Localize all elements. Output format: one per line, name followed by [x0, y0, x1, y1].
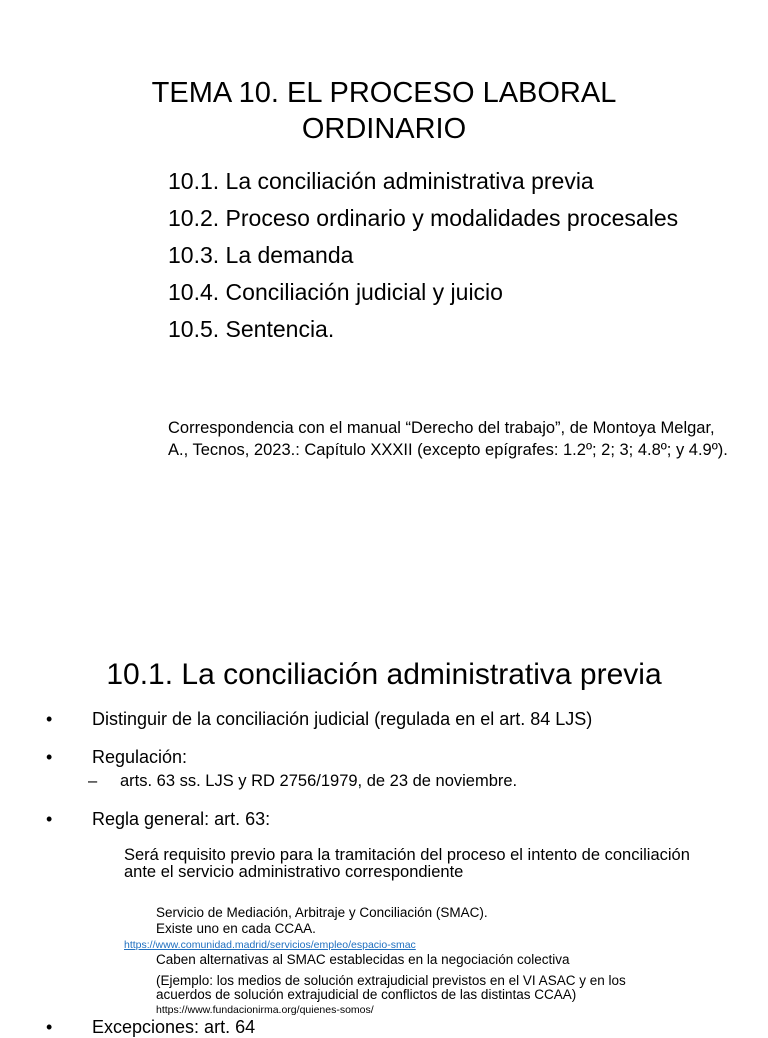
title-line-1: TEMA 10. EL PROCESO LABORAL — [151, 77, 617, 109]
bullet-text: Regla general: art. 63: — [92, 809, 271, 829]
table-of-contents — [168, 166, 728, 351]
title-line-2: ORDINARIO — [301, 113, 467, 145]
toc-item: 10.3. La demanda — [168, 242, 354, 268]
fundacion-link[interactable]: https://www.fundacionirma.org/quienes-somos/ — [156, 1004, 374, 1016]
slide-title — [0, 75, 768, 147]
sub-bullet-text: arts. 63 ss. LJS y RD 2756/1979, de 23 de noviembre. — [120, 772, 518, 790]
smac-link[interactable]: https://www.comunidad.madrid/servicios/empleo/espacio-smac — [124, 939, 416, 951]
legal-quote: Será requisito previo para la tramitación del proceso el intento de conciliación ante el servicio administrativo correspondiente — [124, 846, 690, 881]
bullet-marker: • — [46, 747, 53, 767]
slide-2 — [0, 640, 768, 1037]
slide-title: 10.1. La conciliación administrativa previa — [106, 658, 662, 691]
alternatives-example: (Ejemplo: los medios de solución extrajudicial previstos en el VI ASAC y en los — [156, 973, 626, 988]
bullet-item-cut — [46, 1016, 256, 1038]
bullet-marker: • — [46, 1017, 53, 1037]
smac-description: Servicio de Mediación, Arbitraje y Conciliación (SMAC). — [156, 905, 488, 920]
toc-item: 10.2. Proceso ordinario y modalidades procesales — [168, 205, 679, 231]
manual-correspondence: Correspondencia con el manual “Derecho del trabajo”, de Montoya Melgar, A., Tecnos, 2023.: Capítulo XXXII (excepto epígrafes: 1.2º; 2; 3; 4.8º; y 4.9º). — [168, 419, 728, 459]
bullet-marker: • — [46, 709, 53, 729]
toc-item: 10.4. Conciliación judicial y juicio — [168, 279, 503, 305]
toc-item: 10.1. La conciliación administrativa previa — [168, 168, 594, 194]
toc-item: 10.5. Sentencia. — [168, 316, 335, 342]
smac-note: Existe uno en cada CCAA. — [156, 921, 316, 936]
sub-bullet-marker: – — [88, 772, 98, 790]
bullet-text: Regulación: — [92, 747, 188, 767]
bullet-text: Excepciones: art. 64 — [92, 1017, 256, 1037]
alternatives-example: acuerdos de solución extrajudicial de conflictos de las distintas CCAA) — [156, 987, 577, 1002]
bullet-marker: • — [46, 809, 53, 829]
bullet-text: Distinguir de la conciliación judicial (regulada en el art. 84 LJS) — [92, 709, 593, 729]
alternatives-text: Caben alternativas al SMAC establecidas en la negociación colectiva — [156, 952, 570, 967]
